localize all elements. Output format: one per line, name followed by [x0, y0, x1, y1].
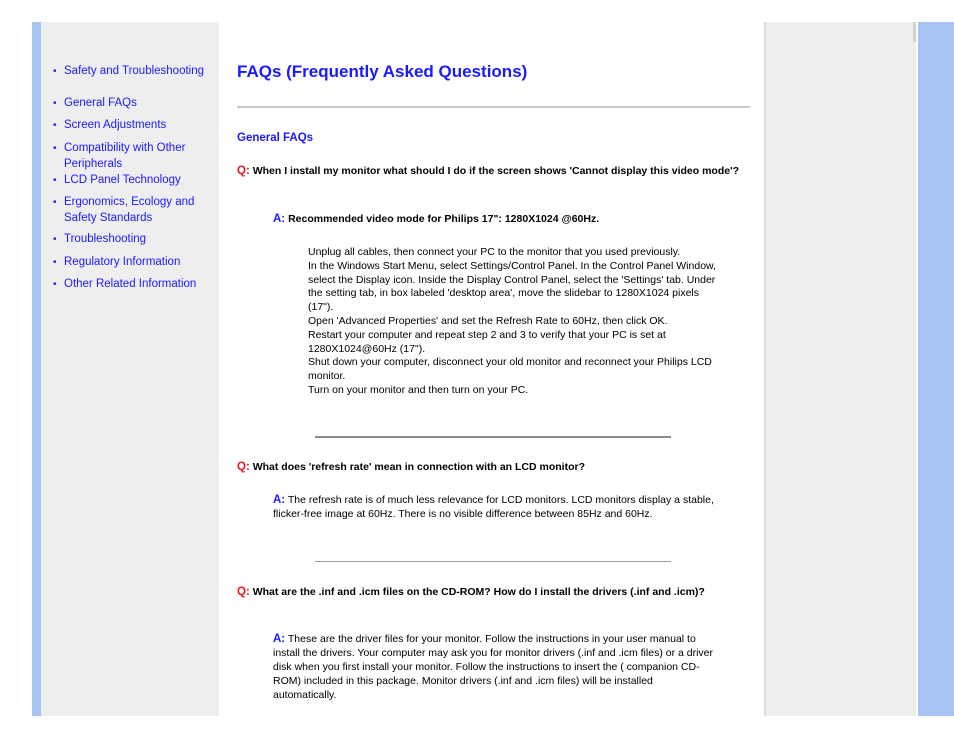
bullet-icon: •: [53, 234, 57, 245]
answer-label: A:: [273, 633, 286, 645]
right-frame-bar: [918, 22, 954, 716]
title-divider: [237, 106, 750, 108]
sidebar-link-ergonomics-ecology-safety[interactable]: Ergonomics, Ecology and Safety Standards: [64, 196, 195, 224]
answer-label: A:: [273, 213, 286, 225]
sidebar-link-troubleshooting[interactable]: Troubleshooting: [64, 233, 147, 245]
question-label: Q:: [237, 586, 250, 598]
step-text: Shut down your computer, disconnect your old monitor and reconnect your Philips LCD monitor.: [308, 356, 712, 383]
bullet-icon: •: [53, 143, 57, 154]
step-text: Unplug all cables, then connect your PC to the monitor that you used previously.: [308, 246, 681, 258]
faq-answer: [273, 212, 718, 226]
sidebar-link-lcd-panel-technology[interactable]: LCD Panel Technology: [64, 174, 181, 186]
bullet-icon: •: [53, 66, 57, 77]
left-frame-bar: [32, 22, 41, 716]
sidebar-link-safety-and-troubleshooting[interactable]: Safety and Troubleshooting: [64, 65, 205, 77]
bullet-icon: •: [53, 197, 57, 208]
faq-divider: [315, 561, 671, 562]
bullet-icon: •: [53, 175, 57, 186]
answer-text: Recommended video mode for Philips 17": 1280X1024 @60Hz.: [288, 213, 600, 225]
step-text: Turn on your monitor and then turn on your PC.: [308, 383, 529, 396]
page-title: FAQs (Frequently Asked Questions): [237, 62, 528, 81]
bullet-icon: •: [53, 120, 57, 131]
question-label: Q:: [237, 461, 250, 473]
bullet-icon: •: [53, 98, 57, 109]
sidebar: [41, 22, 219, 716]
faq-question: [237, 460, 752, 475]
section-title: General FAQs: [237, 132, 314, 144]
question-text: What does 'refresh rate' mean in connection with an LCD monitor?: [252, 461, 585, 473]
faq-answer: [273, 632, 718, 702]
sidebar-link-other-related-information[interactable]: Other Related Information: [64, 278, 197, 290]
answer-label: A:: [273, 494, 286, 506]
question-text: When I install my monitor what should I do if the screen shows 'Cannot display this video mode'?: [252, 165, 739, 177]
question-text: What are the .inf and .icm files on the CD-ROM? How do I install the drivers (.inf and .icm)?: [252, 586, 705, 598]
sidebar-link-screen-adjustments[interactable]: Screen Adjustments: [64, 119, 167, 131]
step-text: Open 'Advanced Properties' and set the Refresh Rate to 60Hz, then click OK.: [308, 314, 668, 327]
right-side-panel: [764, 22, 916, 716]
step-text: In the Windows Start Menu, select Settings/Control Panel. In the Control Panel Window, select the Display icon. Inside the Display Control Panel, select the 'Settings' tab. Under the setting tab, in box labeled 'desktop area', move the slidebar to 1280X1024 pixels (17").: [308, 259, 716, 314]
sidebar-link-general-faqs[interactable]: General FAQs: [64, 97, 137, 109]
step-text: Restart your computer and repeat step 2 and 3 to verify that your PC is set at 1280X1024@60Hz (17").: [308, 328, 666, 355]
bullet-icon: •: [53, 257, 57, 268]
sidebar-link-compatibility-with-other-peripherals[interactable]: Compatibility with Other Peripherals: [64, 142, 186, 170]
bullet-icon: •: [53, 279, 57, 290]
faq-divider: [315, 436, 671, 438]
panel-edge: [913, 22, 916, 42]
question-label: Q:: [237, 165, 250, 177]
instruction-steps: [308, 246, 718, 398]
faq-question: [237, 585, 752, 600]
sidebar-link-regulatory-information[interactable]: Regulatory Information: [64, 256, 181, 268]
answer-text: The refresh rate is of much less relevance for LCD monitors. LCD monitors display a stable, flicker-free image at 60Hz. There is no visible difference between 85Hz and 60Hz.: [273, 494, 714, 520]
faq-question: [237, 164, 752, 179]
faq-answer: [273, 493, 718, 521]
answer-text: These are the driver files for your monitor. Follow the instructions in your user manual to install the drivers. Your computer may ask you for monitor drivers (.inf and .icm files) or a driver disk when you first install your monitor. Follow the instructions to insert the ( companion CD-ROM) included in this package. Monitor drivers (.inf and .icm files) will be installed automatically.: [273, 633, 713, 701]
